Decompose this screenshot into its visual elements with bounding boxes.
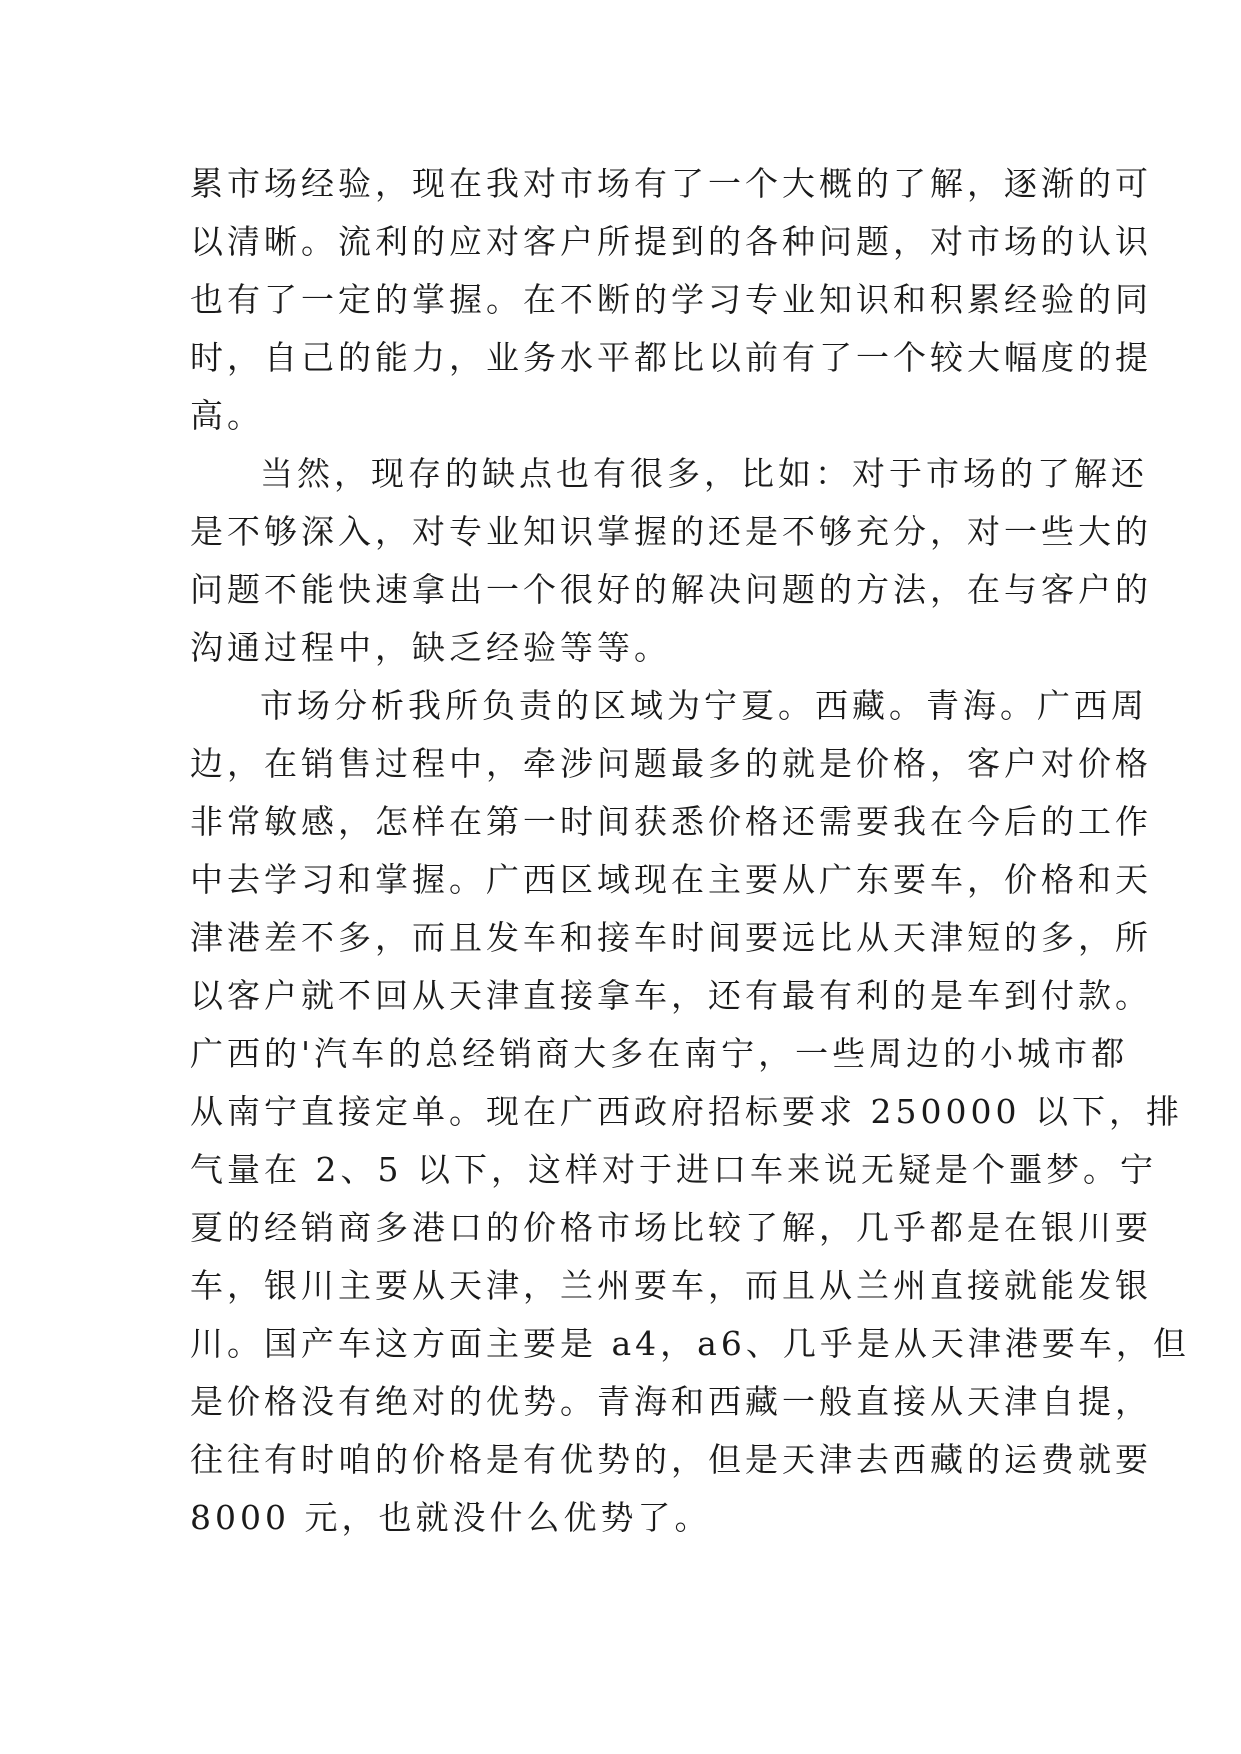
text-line: 是不够深入，对专业知识掌握的还是不够充分，对一些大的 [190,512,1152,551]
text-line: 时，自己的能力，业务水平都比以前有了一个较大幅度的提 [190,338,1152,377]
text-line: 8000 元，也就没什么优势了。 [190,1498,712,1537]
text-line: 以客户就不回从天津直接拿车，还有最有利的是车到付款。 [190,976,1152,1015]
text-line: 也有了一定的掌握。在不断的学习专业知识和积累经验的同 [190,280,1152,319]
text-line: 气量在 2、5 以下，这样对于进口车来说无疑是个噩梦。宁 [190,1150,1157,1189]
text-line: 从南宁直接定单。现在广西政府招标要求 250000 以下，排 [190,1092,1183,1131]
text-line: 川。国产车这方面主要是 a4，a6、几乎是从天津港要车，但 [190,1324,1190,1363]
text-line: 高。 [190,396,264,435]
text-line: 中去学习和掌握。广西区域现在主要从广东要车，价格和天 [190,860,1152,899]
text-line: 广西的'汽车的总经销商大多在南宁，一些周边的小城市都 [190,1034,1129,1073]
text-line: 问题不能快速拿出一个很好的解决问题的方法，在与客户的 [190,570,1152,609]
paragraph-start-line: 当然，现存的缺点也有很多，比如：对于市场的了解还 [260,454,1148,493]
text-line: 边，在销售过程中，牵涉问题最多的就是价格，客户对价格 [190,744,1152,783]
text-line: 往往有时咱的价格是有优势的，但是天津去西藏的运费就要 [190,1440,1152,1479]
text-line: 夏的经销商多港口的价格市场比较了解，几乎都是在银川要 [190,1208,1152,1247]
text-line: 累市场经验，现在我对市场有了一个大概的了解，逐渐的可 [190,164,1152,203]
text-line: 非常敏感，怎样在第一时间获悉价格还需要我在今后的工作 [190,802,1152,841]
text-line: 沟通过程中，缺乏经验等等。 [190,628,671,667]
text-line: 车，银川主要从天津，兰州要车，而且从兰州直接就能发银 [190,1266,1152,1305]
body-text [190,155,1190,1547]
text-line: 以清晰。流利的应对客户所提到的各种问题，对市场的认识 [190,222,1152,261]
text-line: 是价格没有绝对的优势。青海和西藏一般直接从天津自提， [190,1382,1152,1421]
paragraph-start-line: 市场分析我所负责的区域为宁夏。西藏。青海。广西周 [260,686,1148,725]
text-line: 津港差不多，而且发车和接车时间要远比从天津短的多，所 [190,918,1152,957]
